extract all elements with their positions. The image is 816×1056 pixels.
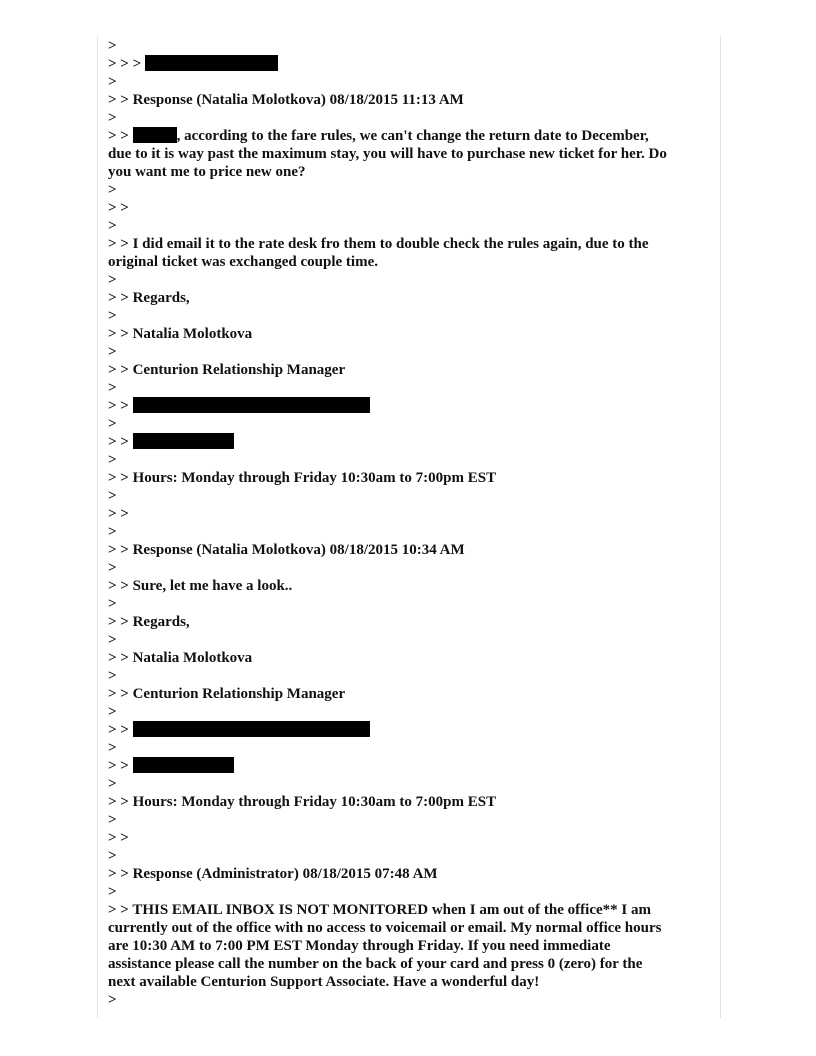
quote-line-redacted (108, 55, 712, 73)
quote-prefix: > > (108, 398, 129, 414)
message-line: next available Centurion Support Associate. Have a wonderful day! (108, 974, 540, 990)
quote-line: > (108, 668, 117, 684)
quote-line: > (108, 416, 117, 432)
redaction-bar (133, 127, 177, 143)
redaction-bar (133, 397, 370, 413)
quote-prefix: > > (108, 722, 129, 738)
message-line: > > I did email it to the rate desk fro them to double check the rules again, due to the (108, 236, 649, 252)
message-line: currently out of the office with no access to voicemail or email. My normal office hours (108, 920, 662, 936)
quote-line: > (108, 704, 117, 720)
message-line: > > THIS EMAIL INBOX IS NOT MONITORED when I am out of the office** I am (108, 902, 651, 918)
response-header: > > Response (Natalia Molotkova) 08/18/2015 10:34 AM (108, 542, 465, 558)
quote-line: > (108, 182, 117, 198)
quote-line: > (108, 776, 117, 792)
response-header: > > Response (Natalia Molotkova) 08/18/2015 11:13 AM (108, 92, 464, 108)
quote-line: > (108, 596, 117, 612)
quote-line: > (108, 110, 117, 126)
signature-title: > > Centurion Relationship Manager (108, 686, 346, 702)
quote-prefix: > > (108, 434, 129, 450)
quote-line: > (108, 812, 117, 828)
quote-line: > (108, 218, 117, 234)
signature-name: > > Natalia Molotkova (108, 326, 253, 342)
signature-redacted-line (108, 721, 712, 739)
quote-line: > > (108, 200, 129, 216)
signature-redacted-line (108, 757, 712, 775)
quote-line: > (108, 560, 117, 576)
quote-line: > (108, 38, 117, 54)
quote-line: > (108, 272, 117, 288)
quote-line: > (108, 308, 117, 324)
email-body (108, 37, 712, 1009)
quote-prefix: > > (108, 758, 129, 774)
quote-line: > (108, 344, 117, 360)
quote-line: > (108, 524, 117, 540)
redaction-bar (133, 757, 234, 773)
quote-line: > > (108, 830, 129, 846)
signature-redacted-line (108, 433, 712, 451)
message-line: assistance please call the number on the back of your card and press 0 (zero) for the (108, 956, 643, 972)
quote-line: > (108, 380, 117, 396)
quote-line: > (108, 632, 117, 648)
message-line: are 10:30 AM to 7:00 PM EST Monday through Friday. If you need immediate (108, 938, 611, 954)
quote-line: > (108, 884, 117, 900)
message-line: due to it is way past the maximum stay, you will have to purchase new ticket for her. Do (108, 146, 667, 162)
quote-line: > > (108, 506, 129, 522)
redaction-bar (133, 721, 370, 737)
quote-line: > (108, 74, 117, 90)
signature-redacted-line (108, 397, 712, 415)
signature-hours: > > Hours: Monday through Friday 10:30am to 7:00pm EST (108, 470, 497, 486)
signature-title: > > Centurion Relationship Manager (108, 362, 346, 378)
quote-line: > (108, 848, 117, 864)
quote-line: > (108, 452, 117, 468)
message-line: original ticket was exchanged couple time. (108, 254, 378, 270)
quote-prefix: > > > (108, 56, 142, 72)
signature-regards: > > Regards, (108, 290, 190, 306)
message-line: you want me to price new one? (108, 164, 306, 180)
quote-prefix: > > (108, 128, 129, 144)
response-header: > > Response (Administrator) 08/18/2015 07:48 AM (108, 866, 438, 882)
signature-hours: > > Hours: Monday through Friday 10:30am to 7:00pm EST (108, 794, 497, 810)
message-text: , according to the fare rules, we can't change the return date to December, (176, 128, 649, 144)
redaction-bar (133, 433, 234, 449)
signature-regards: > > Regards, (108, 614, 190, 630)
redaction-bar (145, 55, 278, 71)
quote-line: > (108, 488, 117, 504)
quote-line: > (108, 992, 117, 1008)
message-line: > > Sure, let me have a look.. (108, 578, 293, 594)
signature-name: > > Natalia Molotkova (108, 650, 253, 666)
message-line (108, 127, 712, 145)
quote-line: > (108, 740, 117, 756)
